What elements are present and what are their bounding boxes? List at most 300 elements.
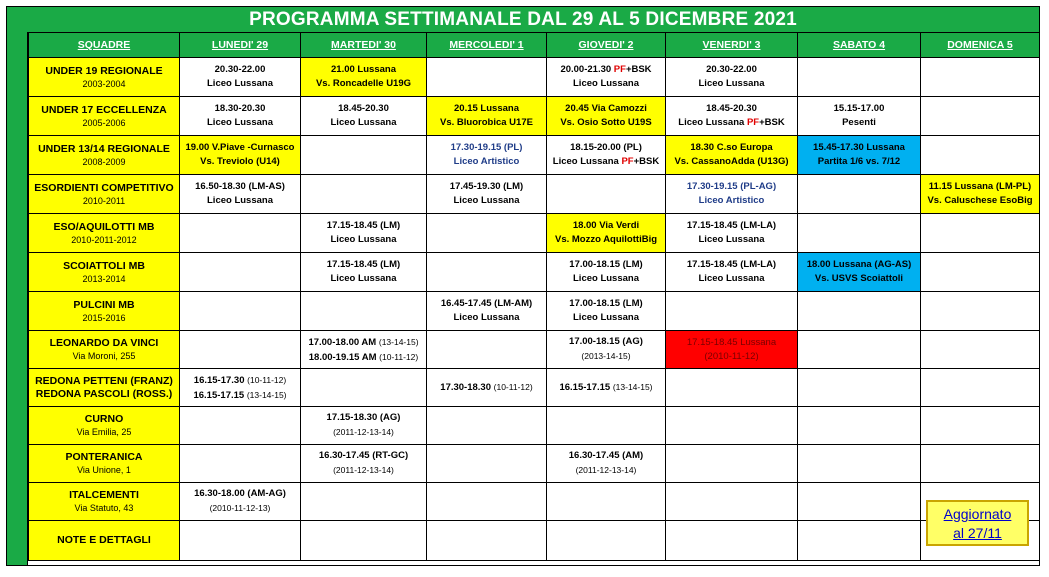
schedule-cell — [547, 136, 666, 175]
event-line — [547, 380, 665, 395]
event-line — [666, 233, 797, 247]
event-text-part: Liceo Lussana — [573, 78, 639, 89]
table-row — [29, 445, 1040, 483]
event-text-part: 16.30-17.45 (RT-GC) — [318, 450, 409, 461]
event-text — [666, 219, 797, 247]
schedule-cell — [547, 175, 666, 214]
schedule-cell — [798, 483, 921, 521]
schedule-cell — [180, 407, 301, 445]
team-name: UNDER 19 REGIONALE — [45, 64, 163, 77]
event-line — [798, 258, 920, 272]
event-text-part: 17.15-18.45 (LM) — [326, 259, 401, 270]
event-line — [427, 297, 546, 311]
event-line — [301, 411, 426, 425]
event-text — [666, 63, 797, 91]
team-cell — [29, 253, 180, 292]
event-line — [301, 77, 426, 91]
schedule-cell — [180, 136, 301, 175]
event-text — [666, 141, 797, 169]
event-text-part: 17.00-18.15 (LM) — [569, 298, 643, 309]
event-text — [547, 102, 665, 130]
event-text — [547, 449, 665, 478]
team-name: ESO/AQUILOTTI MB — [53, 220, 155, 233]
event-text-part: 15.45-17.30 Lussana — [813, 142, 905, 153]
event-text — [301, 258, 426, 286]
schedule-cell — [180, 445, 301, 483]
event-line — [180, 77, 300, 91]
event-text — [547, 258, 665, 286]
event-line — [180, 180, 300, 194]
event-text-part: Pesenti — [842, 117, 876, 128]
schedule-cell — [921, 292, 1040, 331]
event-text-part: Vs. USVS Scoiattoli — [814, 273, 904, 284]
schedule-cell — [180, 175, 301, 214]
schedule-cell — [666, 483, 798, 521]
schedule-cell — [547, 521, 666, 561]
event-text-part: 15.15-17.00 — [833, 103, 885, 114]
event-line — [180, 63, 300, 77]
schedule-cell — [798, 407, 921, 445]
event-text-part: Liceo Lussana — [698, 78, 765, 89]
schedule-cell — [921, 175, 1040, 214]
schedule-cell — [921, 253, 1040, 292]
schedule-cell — [301, 136, 427, 175]
event-line — [547, 219, 665, 233]
event-text-part: 17.15-18.30 (AG) — [326, 412, 401, 423]
schedule-cell — [666, 136, 798, 175]
schedule-cell — [547, 292, 666, 331]
event-line — [921, 180, 1039, 194]
page-title: PROGRAMMA SETTIMANALE DAL 29 AL 5 DICEMBRE 2021 — [7, 7, 1039, 32]
event-line — [666, 155, 797, 169]
schedule-cell — [427, 521, 547, 561]
col-header-friday: VENERDI' 3 — [666, 33, 798, 58]
schedule-cell — [301, 331, 427, 369]
team-subtitle: Via Statuto, 43 — [74, 503, 134, 513]
event-line — [427, 180, 546, 194]
event-text-part: 18.30-20.30 — [214, 103, 266, 114]
team-cell — [29, 97, 180, 136]
event-text-part: Liceo Lussana — [330, 117, 397, 128]
event-line — [180, 501, 300, 516]
event-text-part: Liceo Artistico — [698, 195, 765, 206]
schedule-cell — [180, 331, 301, 369]
team-name: UNDER 13/14 REGIONALE — [38, 142, 170, 155]
event-line — [666, 102, 797, 116]
schedule-cell — [921, 97, 1040, 136]
event-text — [301, 335, 426, 365]
schedule-cell — [427, 97, 547, 136]
schedule-cell — [666, 521, 798, 561]
event-text-part: 17.15-18.45 (LM-LA) — [686, 259, 777, 270]
schedule-cell — [666, 253, 798, 292]
event-line — [301, 258, 426, 272]
team-name-2: REDONA PASCOLI (ROSS.) — [35, 387, 173, 400]
event-line — [666, 180, 797, 194]
event-text-part: +BSK — [625, 64, 652, 75]
pf-marker: PF — [621, 156, 634, 167]
schedule-cell — [547, 331, 666, 369]
event-text-part: Vs. Caluschese EsoBig — [927, 195, 1033, 206]
event-text-part: 17.30-18.30 — [440, 382, 494, 393]
event-text-part: Vs. Bluorobica U17E — [440, 117, 533, 128]
team-name: UNDER 17 ECCELLENZA — [41, 103, 167, 116]
schedule-cell — [301, 214, 427, 253]
event-years: (10-11-12) — [379, 351, 419, 362]
event-text — [301, 411, 426, 440]
event-text-part: 19.00 V.Piave -Curnasco — [185, 142, 295, 153]
team-cell — [29, 214, 180, 253]
schedule-cell — [427, 483, 547, 521]
schedule-cell — [798, 175, 921, 214]
event-text-part: 18.45-20.30 — [338, 103, 389, 114]
schedule-cell — [427, 445, 547, 483]
event-text-part: 17.00-18.15 (LM) — [569, 259, 643, 270]
event-text — [427, 180, 546, 208]
schedule-cell — [301, 292, 427, 331]
event-text-part: 16.30-17.45 (AM) — [568, 450, 644, 461]
schedule-cell — [798, 369, 921, 407]
schedule-cell — [547, 445, 666, 483]
event-years: (2013-14-15) — [581, 351, 631, 361]
team-subtitle: Via Moroni, 255 — [72, 351, 136, 361]
event-years: (10-11-12) — [493, 382, 533, 392]
schedule-cell — [427, 253, 547, 292]
schedule-cell — [180, 58, 301, 97]
event-line — [301, 102, 426, 116]
team-cell — [29, 483, 180, 521]
event-text — [427, 141, 546, 169]
schedule-cell — [180, 253, 301, 292]
header-row — [29, 33, 1040, 58]
event-text — [547, 335, 665, 364]
schedule-cell — [547, 97, 666, 136]
event-text-part: 18.00 Lussana (AG-AS) — [806, 259, 912, 270]
table-row — [29, 521, 1040, 561]
event-text-part: 20.45 Via Camozzi — [565, 103, 647, 114]
schedule-cell — [798, 292, 921, 331]
event-text-part: Partita 1/6 vs. 7/12 — [817, 156, 901, 167]
schedule-body — [29, 58, 1040, 561]
event-text-part: Liceo Lussana — [453, 312, 520, 323]
schedule-cell — [301, 97, 427, 136]
schedule-cell — [427, 407, 547, 445]
event-line — [427, 194, 546, 208]
event-text-part: 18.30 C.so Europa — [690, 142, 773, 153]
event-text — [547, 141, 665, 169]
schedule-cell — [666, 331, 798, 369]
event-text-part: Liceo Lussana — [552, 156, 622, 167]
schedule-cell — [921, 331, 1040, 369]
event-line — [301, 272, 426, 286]
table-row — [29, 58, 1040, 97]
event-text — [921, 180, 1039, 208]
schedule-cell — [666, 445, 798, 483]
event-text — [666, 336, 797, 364]
event-text-part: 20.30-22.00 — [214, 64, 266, 75]
event-line — [666, 258, 797, 272]
event-years: (2011-12-13-14) — [575, 465, 637, 475]
event-line — [547, 311, 665, 325]
col-header-tuesday: MARTEDI' 30 — [301, 33, 427, 58]
schedule-cell — [666, 407, 798, 445]
event-line — [301, 233, 426, 247]
schedule-cell — [666, 369, 798, 407]
event-line — [180, 487, 300, 501]
event-line — [547, 335, 665, 349]
event-text — [798, 258, 920, 286]
table-row — [29, 97, 1040, 136]
event-years: (13-14-15) — [378, 336, 419, 347]
event-text — [666, 180, 797, 208]
schedule-cell — [921, 445, 1040, 483]
event-years: (13-14-15) — [612, 382, 653, 392]
event-text-part: Liceo Lussana — [573, 312, 639, 323]
event-line — [427, 311, 546, 325]
team-cell — [29, 521, 180, 561]
event-text — [798, 102, 920, 130]
team-cell — [29, 407, 180, 445]
schedule-cell — [180, 521, 301, 561]
schedule-cell — [798, 136, 921, 175]
event-text-part: 17.15-18.45 (LM-LA) — [686, 220, 777, 231]
team-subtitle: 2008-2009 — [82, 156, 126, 167]
event-line — [301, 335, 426, 350]
event-text-part: 16.15-17.15 — [193, 389, 247, 401]
event-line — [666, 63, 797, 77]
team-subtitle: 2015-2016 — [82, 312, 126, 323]
event-text — [427, 297, 546, 325]
event-text — [301, 102, 426, 130]
updated-line-1: Aggiornato — [943, 506, 1012, 522]
event-text-part: 17.15-18.45 Lussana — [686, 336, 777, 348]
event-text-part: 18.00 Via Verdi — [572, 220, 640, 231]
event-text-part: (2010-11-12) — [704, 350, 759, 362]
event-text — [301, 449, 426, 478]
event-text — [547, 380, 665, 395]
table-row — [29, 483, 1040, 521]
event-line — [301, 463, 426, 478]
event-line — [301, 63, 426, 77]
event-years: (13-14-15) — [246, 389, 287, 400]
schedule-cell — [301, 58, 427, 97]
event-text — [301, 63, 426, 91]
event-line — [180, 102, 300, 116]
schedule-cell — [427, 136, 547, 175]
schedule-cell — [666, 175, 798, 214]
team-cell — [29, 175, 180, 214]
schedule-cell — [666, 58, 798, 97]
table-row — [29, 136, 1040, 175]
event-text — [666, 258, 797, 286]
event-text — [180, 63, 300, 91]
event-line — [547, 116, 665, 130]
team-cell — [29, 369, 180, 407]
event-line — [547, 155, 665, 169]
pf-marker: PF — [613, 64, 626, 75]
schedule-cell — [180, 369, 301, 407]
schedule-cell — [427, 369, 547, 407]
event-text — [180, 373, 300, 403]
schedule-cell — [547, 58, 666, 97]
schedule-cell — [666, 292, 798, 331]
event-text-part: 20.30-22.00 — [706, 64, 757, 75]
event-line — [666, 194, 797, 208]
event-text-part: Vs. Treviolo (U14) — [200, 156, 280, 167]
event-text-part: 16.15-17.30 — [193, 374, 248, 386]
side-strip — [7, 32, 28, 565]
event-line — [666, 219, 797, 233]
schedule-cell — [798, 331, 921, 369]
event-text-part: +BSK — [633, 156, 660, 167]
event-line — [666, 350, 797, 364]
schedule-cell — [547, 214, 666, 253]
event-line — [427, 380, 546, 395]
event-years: (10-11-12) — [247, 374, 287, 385]
schedule-cell — [921, 136, 1040, 175]
table-row — [29, 292, 1040, 331]
event-text — [301, 219, 426, 247]
event-text-part: +BSK — [759, 117, 785, 128]
event-line — [547, 463, 665, 478]
team-name: ESORDIENTI COMPETITIVO — [34, 181, 174, 194]
team-name: REDONA PETTENI (FRANZ) — [35, 374, 173, 387]
schedule-cell — [921, 58, 1040, 97]
event-text — [180, 180, 300, 208]
schedule-cell — [921, 369, 1040, 407]
team-subtitle: 2003-2004 — [82, 78, 126, 89]
schedule-cell — [798, 97, 921, 136]
team-subtitle: 2010-2011-2012 — [71, 234, 137, 245]
event-text-part: Liceo Lussana — [207, 195, 273, 206]
pf-marker: PF — [746, 117, 760, 128]
schedule-cell — [301, 483, 427, 521]
team-subtitle: Via Emilia, 25 — [76, 427, 132, 437]
event-line — [301, 219, 426, 233]
schedule-cell — [427, 331, 547, 369]
event-line — [666, 272, 797, 286]
team-cell — [29, 331, 180, 369]
schedule-cell — [547, 253, 666, 292]
team-name: LEONARDO DA VINCI — [49, 337, 159, 349]
event-line — [547, 272, 665, 286]
team-subtitle: 2005-2006 — [82, 117, 126, 128]
team-cell — [29, 292, 180, 331]
schedule-cell — [798, 521, 921, 561]
event-text — [547, 219, 665, 247]
schedule-cell — [301, 369, 427, 407]
event-text-part: 20.00-21.30 — [560, 64, 614, 75]
team-subtitle: 2013-2014 — [82, 273, 126, 284]
event-text-part: 16.30-18.00 (AM-AG) — [194, 488, 286, 499]
table-row — [29, 253, 1040, 292]
event-text-part: Liceo Lussana — [698, 273, 765, 284]
event-text-part: 18.15-20.00 (PL) — [570, 142, 642, 153]
event-text-part: 11.15 Lussana (LM-PL) — [928, 181, 1032, 192]
event-line — [180, 373, 300, 388]
event-line — [798, 155, 920, 169]
event-text-part: Liceo Lussana — [678, 117, 747, 128]
event-line — [180, 116, 300, 130]
team-cell — [29, 58, 180, 97]
schedule-cell — [180, 97, 301, 136]
event-line — [547, 77, 665, 91]
schedule-cell — [798, 253, 921, 292]
event-text-part: 16.15-17.15 — [559, 382, 613, 393]
schedule-cell — [798, 445, 921, 483]
event-line — [427, 155, 546, 169]
schedule-cell — [921, 407, 1040, 445]
schedule-cell — [427, 58, 547, 97]
team-cell — [29, 136, 180, 175]
event-text — [427, 380, 546, 395]
event-text-part: 17.45-19.30 (LM) — [449, 181, 524, 192]
event-text — [547, 63, 665, 91]
event-text-part: Vs. CassanoAdda (U13G) — [674, 156, 789, 167]
schedule-cell — [798, 58, 921, 97]
event-line — [301, 116, 426, 130]
schedule-cell — [427, 175, 547, 214]
table-row — [29, 331, 1040, 369]
event-text-part: 18.00-19.15 AM — [308, 351, 380, 363]
event-text-part: 17.00-18.00 AM — [308, 336, 379, 348]
event-line — [427, 116, 546, 130]
team-name: PULCINI MB — [73, 298, 135, 311]
team-subtitle: Via Unione, 1 — [77, 465, 131, 475]
event-line — [666, 116, 797, 130]
table-row — [29, 407, 1040, 445]
team-subtitle: 2010-2011 — [82, 195, 126, 206]
event-line — [798, 272, 920, 286]
schedule-cell — [301, 175, 427, 214]
event-text-part: Liceo Lussana — [330, 273, 397, 284]
event-line — [547, 63, 665, 77]
event-line — [666, 77, 797, 91]
schedule-cell — [180, 483, 301, 521]
event-line — [547, 349, 665, 364]
event-line — [798, 116, 920, 130]
event-text-part: 16.45-17.45 (LM-AM) — [440, 298, 533, 309]
col-header-wednesday: MERCOLEDI' 1 — [427, 33, 547, 58]
schedule-cell — [427, 214, 547, 253]
updated-badge — [926, 500, 1029, 546]
event-text-part: Vs. Mozzo AquilottiBig — [554, 234, 658, 245]
col-header-squadre: SQUADRE — [29, 33, 180, 58]
table-row — [29, 175, 1040, 214]
event-text — [180, 487, 300, 516]
event-text-part: Liceo Lussana — [207, 78, 273, 89]
event-text-part: 17.30-19.15 (PL) — [450, 142, 523, 153]
event-text-part: Liceo Lussana — [698, 234, 765, 245]
team-name: PONTERANICA — [65, 451, 143, 463]
event-text-part: Liceo Lussana — [453, 195, 520, 206]
event-text-part: 17.15-18.45 (LM) — [326, 220, 401, 231]
event-years: (2011-12-13-14) — [333, 465, 394, 475]
team-name: ITALCEMENTI — [69, 489, 139, 501]
event-line — [666, 336, 797, 350]
schedule-cell — [180, 214, 301, 253]
event-text-part: Vs. Roncadelle U19G — [315, 78, 412, 89]
event-text-part: Liceo Lussana — [573, 273, 639, 284]
schedule-cell — [547, 483, 666, 521]
event-years: (2010-11-12-13) — [209, 503, 271, 513]
team-name: NOTE E DETTAGLI — [57, 534, 151, 546]
event-line — [547, 233, 665, 247]
schedule-cell — [798, 214, 921, 253]
event-line — [301, 449, 426, 463]
event-line — [180, 194, 300, 208]
col-header-sunday: DOMENICA 5 — [921, 33, 1040, 58]
